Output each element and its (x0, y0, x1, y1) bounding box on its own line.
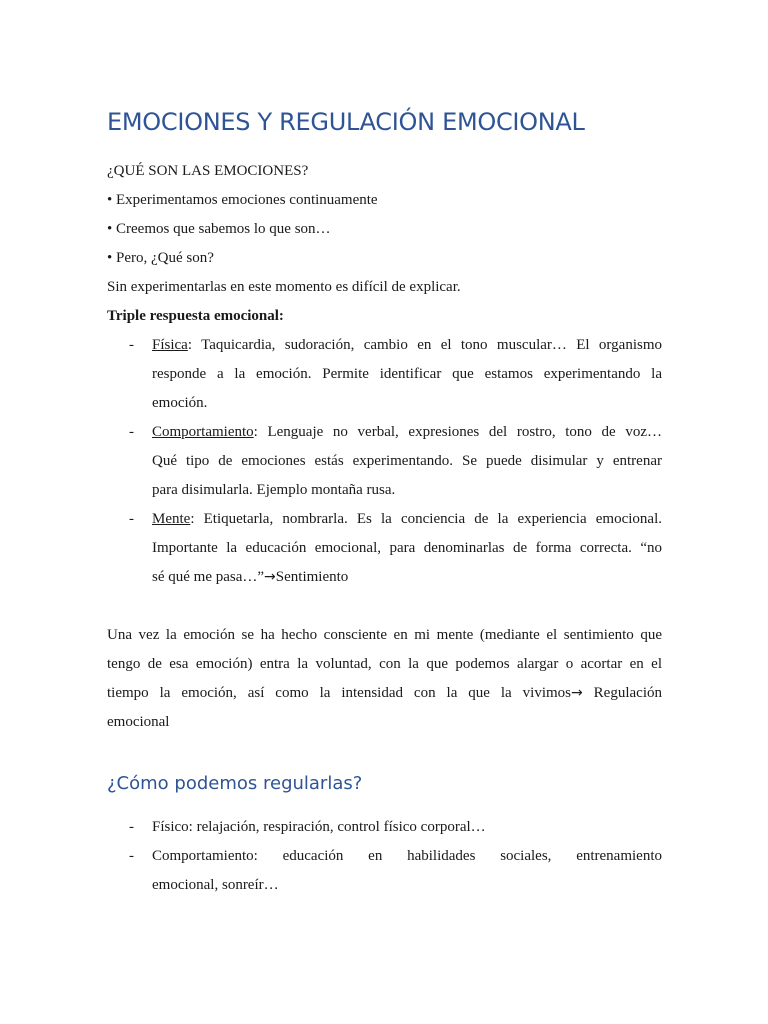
item-text: Sentimiento (275, 569, 349, 585)
item-text: : Taquicardia, sudoración, cambio en el tono muscular… El organismo (187, 337, 662, 353)
paragraph-line: emocional (107, 714, 170, 730)
list-item-line: Importante la educación emocional, para denominarlas de forma correcta. “no (152, 540, 662, 556)
triple-response-heading: Triple respuesta emocional: (107, 308, 284, 324)
section-question: ¿QUÉ SON LAS EMOCIONES? (107, 163, 309, 179)
paragraph-line: Una vez la emoción se ha hecho consciente en mi mente (mediante el sentimiento que (107, 627, 662, 643)
bullet-item: • Pero, ¿Qué son? (107, 250, 214, 266)
bullet-item: • Creemos que sabemos lo que son… (107, 221, 331, 237)
regulation-subheading: ¿Cómo podemos regularlas? (107, 773, 363, 794)
paragraph-text: tiempo la emoción, así como la intensidad con la que la vivimos (107, 685, 571, 701)
list-item-line: emoción. (152, 395, 208, 411)
item-text: : Lenguaje no verbal, expresiones del rostro, tono de voz… (253, 424, 662, 440)
dash-marker: - (129, 424, 134, 440)
term-mind: Mente (152, 511, 191, 527)
list-item-line: para disimularla. Ejemplo montaña rusa. (152, 482, 396, 498)
dash-marker: - (129, 819, 134, 835)
dash-marker: - (129, 511, 134, 527)
paragraph-line: tengo de esa emoción) entra la voluntad, con la que podemos alargar o acortar en el (107, 656, 662, 672)
item-text: : Etiquetarla, nombrarla. Es la conciencia de la experiencia emocional. (190, 511, 662, 527)
list-item-line (152, 422, 662, 442)
statement-text: Sin experimentarlas en este momento es difícil de explicar. (107, 279, 461, 295)
document-title: EMOCIONES Y REGULACIÓN EMOCIONAL (107, 108, 585, 136)
term-behavior: Comportamiento (152, 424, 254, 440)
item-text: sé qué me pasa…” (152, 569, 265, 585)
paragraph-text: Regulación (582, 685, 662, 701)
paragraph-line (107, 683, 662, 703)
bullet-item: • Experimentamos emociones continuamente (107, 192, 378, 208)
list-item-line (152, 509, 662, 529)
list-item-line: Comportamiento: educación en habilidades sociales, entrenamiento (152, 848, 662, 864)
list-item-line (152, 567, 662, 587)
list-item-line: emocional, sonreír… (152, 877, 279, 893)
list-item-line: Qué tipo de emociones estás experimentando. Se puede disimular y entrenar (152, 453, 662, 469)
term-physical: Física (152, 337, 188, 353)
list-item-line: responde a la emoción. Permite identificar que estamos experimentando la (152, 366, 662, 382)
list-item-line: Físico: relajación, respiración, control físico corporal… (152, 819, 486, 835)
dash-marker: - (129, 848, 134, 864)
arrow-right-icon: → (571, 685, 583, 701)
list-item-line (152, 335, 662, 355)
arrow-right-icon: → (264, 569, 276, 585)
dash-marker: - (129, 337, 134, 353)
